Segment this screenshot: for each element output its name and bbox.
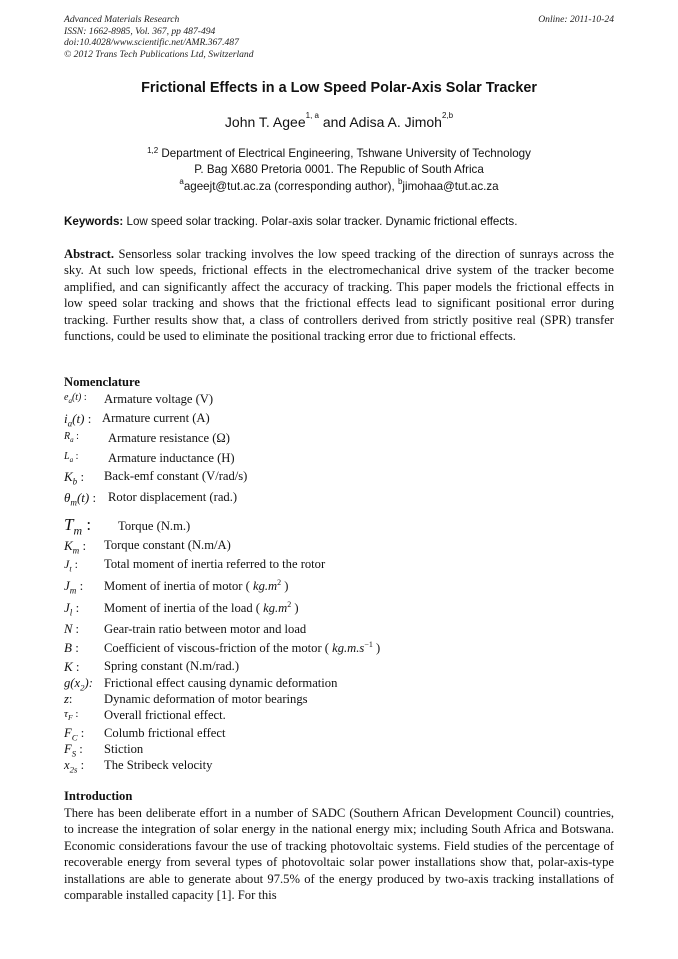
nomenclature-description: Armature voltage (V) bbox=[104, 392, 214, 406]
email-line bbox=[0, 177, 678, 193]
online-date: Online: 2011-10-24 bbox=[538, 14, 614, 25]
author-and: and bbox=[318, 114, 350, 130]
affiliation-sup: 1,2 bbox=[147, 146, 159, 155]
nomenclature-description: Armature current (A) bbox=[102, 411, 210, 425]
nomenclature-symbol: $L_a$ : bbox=[64, 451, 79, 464]
nomenclature-description: Columb frictional effect bbox=[104, 726, 226, 740]
nomenclature-heading: Nomenclature bbox=[64, 375, 141, 389]
nomenclature-description: Coefficient of viscous-friction of the motor ( $kg.m.s^{-1}$ ) bbox=[104, 640, 381, 656]
abstract-label: Abstract. bbox=[64, 247, 115, 261]
nomenclature-description: Moment of inertia of the load ( $kg.m^2$ ) bbox=[104, 600, 299, 616]
journal-header bbox=[64, 14, 254, 60]
nomenclature-description: Overall frictional effect. bbox=[104, 708, 226, 722]
nomenclature-symbol: $x_{2s}$ : bbox=[64, 758, 85, 775]
affiliation-line-1: Department of Electrical Engineering, Tshwane University of Technology bbox=[158, 147, 531, 160]
nomenclature-symbol: $F_C$ : bbox=[64, 726, 85, 743]
nomenclature-symbol: B : bbox=[64, 640, 79, 655]
author-2: Adisa A. Jimoh bbox=[349, 114, 442, 130]
nomenclature-symbol: K : bbox=[64, 659, 80, 674]
affiliation bbox=[0, 146, 678, 177]
abstract bbox=[64, 246, 614, 344]
nomenclature-symbol: $e_a(t)$ : bbox=[64, 392, 87, 405]
copyright-line: © 2012 Trans Tech Publications Ltd, Switzerland bbox=[64, 48, 254, 60]
nomenclature-description: Armature resistance (Ω) bbox=[108, 431, 230, 445]
nomenclature-description: Back-emf constant (V/rad/s) bbox=[104, 469, 248, 483]
nomenclature-symbol: $i_a(t)$ : bbox=[64, 411, 92, 429]
author-1-affil: 1, a bbox=[305, 111, 319, 120]
keywords-text: Low speed solar tracking. Polar-axis solar tracker. Dynamic frictional effects. bbox=[123, 215, 518, 228]
nomenclature-symbol: $J_t$ : bbox=[64, 557, 78, 574]
author-2-affil: 2,b bbox=[441, 111, 454, 120]
email-a[interactable]: ageejt@tut.ac.za (corresponding author), bbox=[183, 180, 398, 193]
author-1: John T. Agee bbox=[224, 114, 306, 130]
email-b-sup: b bbox=[397, 177, 403, 186]
nomenclature-symbol: z: bbox=[64, 692, 73, 706]
nomenclature-description: Torque (N.m.) bbox=[118, 519, 191, 533]
doi-line[interactable]: doi:10.4028/www.scientific.net/AMR.367.487 bbox=[64, 37, 239, 49]
nomenclature-symbol: $T_m$ : bbox=[64, 515, 92, 538]
author-line bbox=[0, 111, 678, 130]
abstract-text: Sensorless solar tracking involves the low speed tracking of the direction of sunrays across the sky. At such low speeds, frictional effects in the electromechanical drive system of the tracker become amplified, and can significantly affect the accuracy of tracking. This paper models the frictional effects in low speed solar tracking and shows that the frictional effects lead to significant positional error during tracking. Further results show that, a class of controllers derived from strictly positive real (SPR) transfer functions, could be used to eliminate the positional tracking error due to frictional effects. bbox=[64, 247, 614, 344]
introduction-text: There has been deliberate effort in a number of SADC (Southern African Development Council) countries, to increase the integration of solar energy in the national energy mix; including South Africa and Botswana. Economic considerations favour the use of tracking photovoltaic systems. Field studies of the percentage of recoverable energy from several types of photovoltaic solar power installations show that, polar-axis-type installations are able to generate about 97.5% of the energy produced by two-axis tracking installations of comparable installed capacity [1]. For this bbox=[64, 806, 614, 903]
nomenclature-description: Spring constant (N.m/rad.) bbox=[104, 659, 240, 673]
nomenclature-description: Frictional effect causing dynamic deformation bbox=[104, 676, 338, 690]
nomenclature-description: Stiction bbox=[104, 742, 144, 756]
keywords bbox=[64, 215, 616, 228]
nomenclature-symbol: $\theta_m(t)$ : bbox=[64, 490, 97, 508]
nomenclature-symbol: $J_m$ : bbox=[64, 578, 84, 596]
email-a-sup: a bbox=[179, 177, 184, 186]
nomenclature-symbol: $R_a$ : bbox=[64, 431, 79, 444]
nomenclature-description: Armature inductance (H) bbox=[108, 451, 235, 465]
nomenclature-symbol: $F_S$ : bbox=[64, 742, 83, 759]
nomenclature-description: Torque constant (N.m/A) bbox=[104, 538, 231, 552]
nomenclature-symbol: $J_l$ : bbox=[64, 600, 80, 618]
nomenclature-symbol: N : bbox=[64, 622, 80, 636]
introduction-heading: Introduction bbox=[64, 789, 133, 803]
keywords-label: Keywords: bbox=[64, 215, 124, 228]
nomenclature-description: The Stribeck velocity bbox=[104, 758, 213, 772]
nomenclature-symbol: $K_m$ : bbox=[64, 538, 87, 556]
nomenclature-symbol: $\tau_F$ : bbox=[64, 708, 79, 723]
journal-name: Advanced Materials Research bbox=[64, 14, 180, 25]
affiliation-line-2: P. Bag X680 Pretoria 0001. The Republic of South Africa bbox=[194, 162, 484, 176]
nomenclature-description: Rotor displacement (rad.) bbox=[108, 490, 238, 504]
email-b[interactable]: jimohaa@tut.ac.za bbox=[402, 180, 499, 193]
nomenclature-symbol: $K_b$ : bbox=[64, 469, 85, 487]
issn-line: ISSN: 1662-8985, Vol. 367, pp 487-494 bbox=[64, 25, 216, 37]
nomenclature-description: Moment of inertia of motor ( $kg.m^2$ ) bbox=[104, 578, 289, 594]
nomenclature-symbol: $g(x_2)$: bbox=[64, 676, 93, 693]
paper-title: Frictional Effects in a Low Speed Polar-Axis Solar Tracker bbox=[141, 80, 537, 96]
nomenclature-description: Gear-train ratio between motor and load bbox=[104, 622, 307, 636]
nomenclature-description: Total moment of inertia referred to the rotor bbox=[104, 557, 326, 571]
nomenclature-description: Dynamic deformation of motor bearings bbox=[104, 692, 308, 706]
